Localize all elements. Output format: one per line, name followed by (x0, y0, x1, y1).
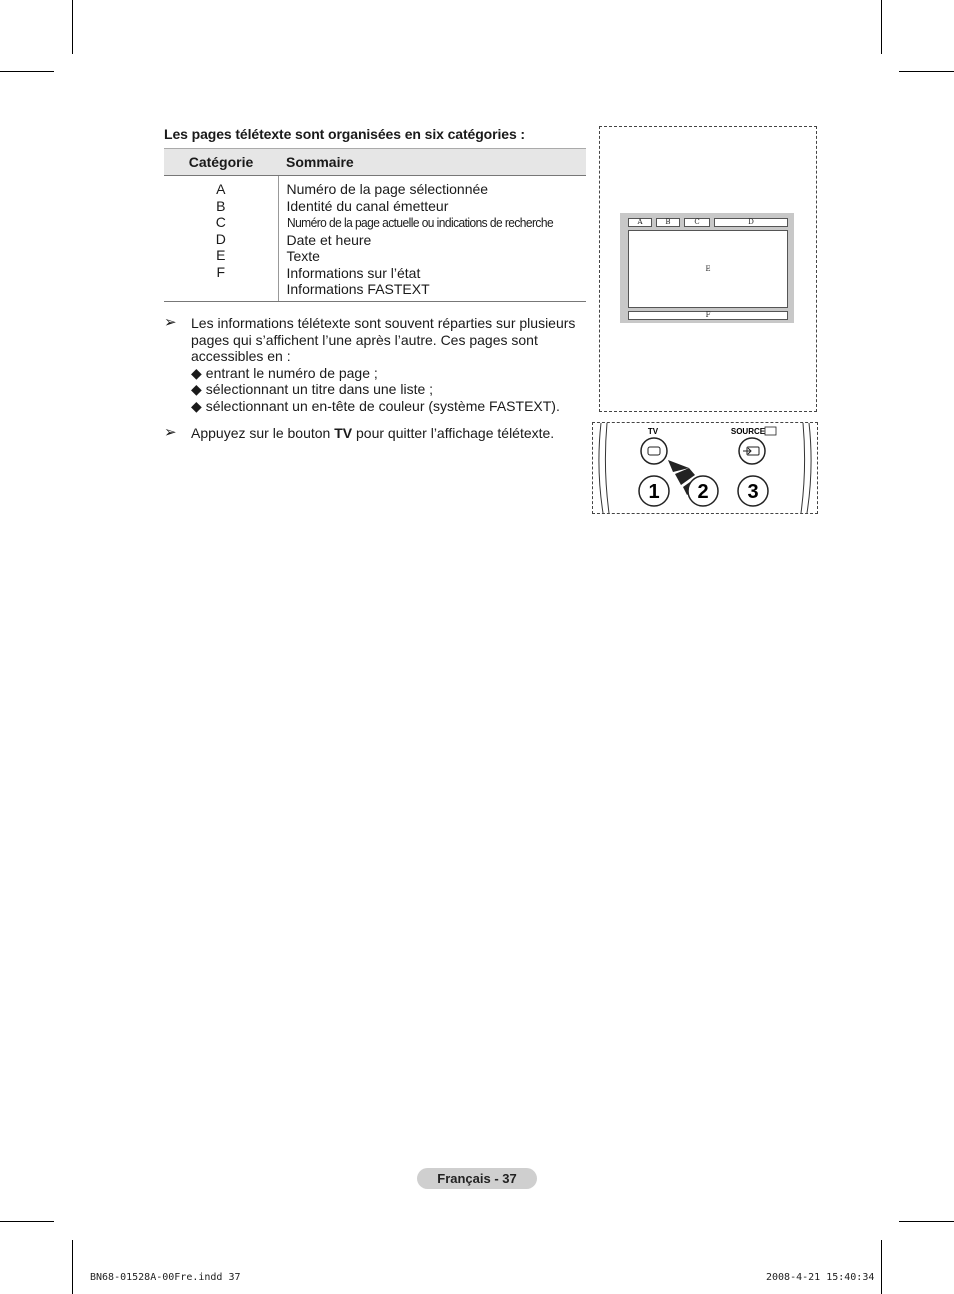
summary-text: Date et heure (286, 231, 372, 248)
crop-mark (881, 0, 882, 54)
timestamp-slug: 2008-4-21 15:40:34 (766, 1272, 875, 1283)
teletext-area-d: D (714, 218, 788, 227)
diamond-bullet-icon: ◆ (191, 364, 202, 381)
bullet-text: sélectionnant un en-tête de couleur (système FASTEXT). (205, 397, 560, 414)
note-exit (164, 425, 584, 442)
source-button[interactable] (739, 438, 765, 464)
arrow-icon: ➢ (164, 424, 177, 441)
crop-mark (881, 1240, 882, 1294)
crop-mark (899, 1221, 954, 1222)
svg-text:3: 3 (747, 481, 759, 503)
teletext-area-f: F (628, 311, 788, 320)
tv-button[interactable] (641, 438, 667, 464)
bullet-text: sélectionnant un titre dans une liste ; (205, 381, 434, 397)
source-label: SOURCE (730, 427, 766, 436)
section-heading: Les pages télétexte sont organisées en six catégories : (164, 126, 525, 142)
summary-text: Informations FASTEXT (286, 281, 430, 297)
teletext-screen-diagram (620, 213, 794, 323)
tv-button-name: TV (334, 425, 353, 441)
note-text: Appuyez sur le bouton (191, 425, 335, 441)
source-label-icon (765, 427, 776, 435)
category-table (164, 148, 586, 302)
summary-text: Numéro de la page sélectionnée (286, 181, 489, 197)
category-letter: E (216, 247, 226, 263)
category-letter: C (215, 214, 226, 230)
crop-mark (0, 1221, 54, 1222)
summary-text: Numéro de la page actuelle ou indications de recherche (286, 215, 553, 230)
teletext-area-b: B (656, 218, 680, 227)
svg-text:1: 1 (648, 481, 660, 503)
crop-mark (899, 71, 954, 72)
file-slug: BN68-01528A-00Fre.indd 37 (90, 1272, 241, 1283)
remote-illustration (592, 422, 818, 514)
summary-text: Texte (286, 248, 320, 264)
teletext-area-c: C (684, 218, 710, 227)
note-text: pour quitter l’affichage télétexte. (352, 425, 555, 441)
category-letter: D (215, 230, 226, 247)
column-header-summary: Sommaire (278, 149, 586, 176)
note-pages (164, 315, 584, 414)
diamond-bullet-icon: ◆ (191, 397, 202, 414)
remote-control-graphic (593, 423, 817, 513)
crop-mark (72, 1240, 73, 1294)
category-letter: B (216, 197, 226, 214)
summary-text: Informations sur l’état (286, 264, 421, 281)
diamond-bullet-icon: ◆ (191, 381, 202, 397)
category-letter: A (216, 181, 226, 197)
note-text: Les informations télétexte sont souvent réparties sur plusieurs pages qui s’affichent l’une après l’autre. Ces pages sont accessibles en : (191, 315, 576, 364)
bullet-text: entrant le numéro de page ; (205, 364, 378, 381)
summary-column (278, 176, 586, 302)
tv-label: TV (647, 427, 659, 436)
crop-mark (72, 0, 73, 54)
teletext-area-a: A (628, 218, 652, 227)
column-header-category: Catégorie (164, 149, 278, 176)
summary-text: Identité du canal émetteur (286, 197, 449, 214)
category-letter: F (216, 263, 226, 280)
svg-text:2: 2 (697, 481, 709, 503)
category-column (164, 176, 278, 302)
crop-mark (0, 71, 54, 72)
page-number-badge: Français - 37 (417, 1168, 537, 1189)
arrow-icon: ➢ (164, 314, 177, 331)
teletext-area-e: E (628, 230, 788, 308)
